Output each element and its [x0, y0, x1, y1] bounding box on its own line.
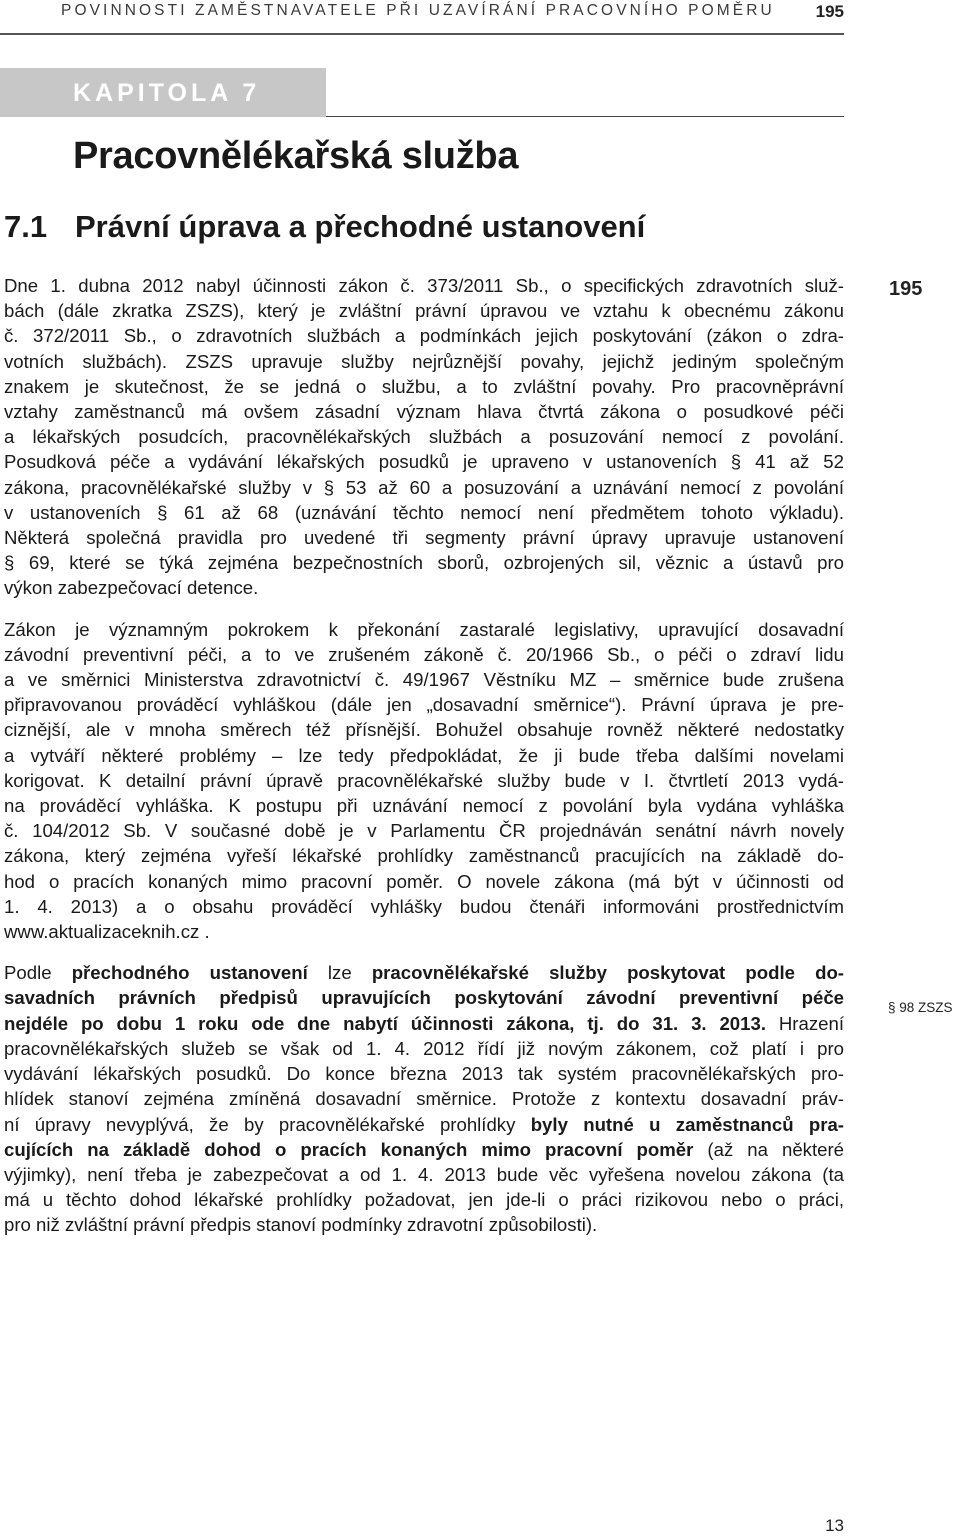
text-run: Podle	[4, 962, 72, 984]
text-line	[4, 1137, 844, 1162]
text-run: hlídek stanoví zejména zmíněná dosavadní směrnice. Protože z kontextu dosavadní práv-	[4, 1088, 844, 1110]
text-run: ní úpravy nevyplývá, že by pracovnělékařské prohlídky	[4, 1113, 531, 1135]
text-run: (až na některé	[693, 1138, 845, 1160]
text-run: pracovnělékařských služeb se však od 1. 4. 2012 řídí již novým zákonem, což platí i pro	[4, 1037, 844, 1059]
text-line: zákona, pracovnělékařské služby v § 53 až 60 a posuzování a uznávání nemocí z povolání	[4, 476, 844, 498]
footer-page-number: 13	[825, 1516, 844, 1535]
body-text	[4, 273, 844, 1254]
text-line: v ustanoveních § 61 až 68 (uznávání těchto nemocí není předmětem tohoto výkladu).	[4, 501, 844, 523]
text-line: na prováděcí vyhláška. K postupu při uznávání nemocí z povolání byla vydána vyhláška	[4, 795, 844, 817]
section-number: 7.1	[4, 209, 48, 244]
chapter-label: KAPITOLA 7	[0, 68, 326, 117]
text-line	[4, 985, 844, 1010]
text-line: vztahy zaměstnanců má ovšem zásadní význam hlava čtvrtá zákona o posudkové péči	[4, 401, 844, 423]
bold-run: cujících na základě dohod o pracích konaných mimo pracovní poměr	[4, 1138, 694, 1160]
section-title: Právní úprava a přechodné ustanovení	[75, 209, 646, 244]
text-line: ciznější, ale v mnoha směrech též přísnější. Bohužel obsahuje rovněž některé nedostatky	[4, 719, 844, 741]
text-line: výkon zabezpečovací detence.	[4, 577, 259, 599]
text-line	[4, 1061, 844, 1086]
text-line: § 69, které se týká zejména bezpečnostních sborů, ozbrojených sil, věznic a ústavů pro	[4, 552, 844, 574]
text-line	[4, 1011, 844, 1036]
text-line: bách (dále zkratka ZSZS), který je zvláštní právní úpravou ve vztahu k obecnému zákonu	[4, 300, 844, 322]
paragraph	[4, 960, 844, 1237]
margin-note: § 98 ZSZS	[888, 1000, 953, 1015]
text-run: má u těchto dohod lékařské prohlídky požadovat, jen jde-li o práci rizikovou nebo o práci,	[4, 1189, 844, 1211]
text-line: připravovanou prováděcí vyhláškou (dále jen „dosavadní směrnice“). Právní úprava je pre-	[4, 694, 844, 716]
margin-page-number: 195	[889, 278, 923, 300]
section-heading	[4, 209, 645, 245]
text-line: www.aktualizaceknih.cz .	[4, 921, 210, 943]
running-header-title: POVINNOSTI ZAMĚSTNAVATELE PŘI UZAVÍRÁNÍ PRACOVNÍHO POMĚRU	[61, 2, 775, 19]
text-line: Některá společná pravidla pro uvedené tři segmenty právní úpravy upravuje ustanovení	[4, 527, 844, 549]
text-line	[4, 1187, 844, 1212]
bold-run: byly nutné u zaměstnanců pra-	[530, 1113, 844, 1135]
text-line: Zákon je významným pokrokem k překonání zastaralé legislativy, upravující dosavadní	[4, 618, 844, 640]
text-line	[4, 1112, 844, 1137]
text-run: Hrazení	[766, 1012, 844, 1034]
text-line	[4, 1212, 844, 1237]
text-line: korigovat. K detailní právní úpravě pracovnělékařské služby bude v I. čtvrtletí 2013 vydá-	[4, 769, 844, 791]
chapter-title: Pracovnělékařská služba	[73, 135, 519, 177]
text-run: výjimky), není třeba je zabezpečovat a od 1. 4. 2013 bude věc vyřešena novelou zákona (ta	[4, 1163, 844, 1185]
text-run: pro niž zvláštní právní předpis stanoví podmínky zdravotní způsobilosti).	[4, 1214, 598, 1236]
bold-run: nejdéle po dobu 1 roku ode dne nabytí účinnosti zákona, tj. do 31. 3. 2013.	[4, 1012, 766, 1034]
text-line: zákona, který zejména vyřeší lékařské prohlídky zaměstnanců pracujících na základě do-	[4, 845, 844, 867]
text-line: Posudková péče a vydávání lékařských posudků je upraveno v ustanoveních § 41 až 52	[4, 451, 844, 473]
text-line	[4, 960, 844, 985]
text-run: lze	[307, 962, 372, 984]
text-line	[4, 1162, 844, 1187]
running-header-page-number: 195	[815, 2, 844, 21]
text-line	[4, 1086, 844, 1111]
running-header	[61, 2, 844, 32]
text-line: votních službách). ZSZS upravuje služby nejrůznější povahy, jejichž jediným společným	[4, 350, 844, 372]
paragraph	[4, 617, 844, 945]
text-line: a vytváří některé problémy – lze tedy předpokládat, že ji bude třeba dalšími novelami	[4, 744, 844, 766]
text-line: a ve směrnici Ministerstva zdravotnictví č. 49/1967 Věstníku MZ – směrnice bude zrušena	[4, 669, 844, 691]
text-line: 1. 4. 2013) a o obsahu prováděcí vyhlášky budou čtenáři informováni prostřednictvím	[4, 895, 844, 917]
text-line: č. 104/2012 Sb. V současné době je v Parlamentu ČR projednáván senátní návrh novely	[4, 820, 844, 842]
text-line: Dne 1. dubna 2012 nabyl účinnosti zákon č. 373/2011 Sb., o specifických zdravotních služ-	[4, 275, 844, 296]
text-line: č. 372/2011 Sb., o zdravotních službách a podmínkách jejich poskytování (zákon o zdra-	[4, 325, 844, 347]
paragraph	[4, 273, 844, 601]
text-line: závodní preventivní péči, a to ve zrušeném zákoně č. 20/1966 Sb., o péči o zdraví lidu	[4, 643, 844, 665]
text-line	[4, 1036, 844, 1061]
text-line: znakem je skutečnost, že se jedná o službu, a to zvláštní povahy. Pro pracovněprávní	[4, 375, 844, 397]
header-rule	[0, 33, 844, 35]
bold-run: pracovnělékařské služby poskytovat podle do-	[371, 962, 844, 984]
text-run: vydávání lékařských posudků. Do konce března 2013 tak systém pracovnělékařských pro-	[4, 1063, 844, 1085]
bold-run: přechodného ustanovení	[71, 962, 308, 984]
bold-run: savadních právních předpisů upravujících poskytování závodní preventivní péče	[4, 987, 844, 1009]
chapter-rule	[326, 116, 844, 117]
text-line: a lékařských posudcích, pracovnělékařských službách a posuzování nemocí z povolání.	[4, 426, 844, 448]
text-line: hod o pracích konaných mimo pracovní poměr. O novele zákona (má být v účinnosti od	[4, 870, 844, 892]
